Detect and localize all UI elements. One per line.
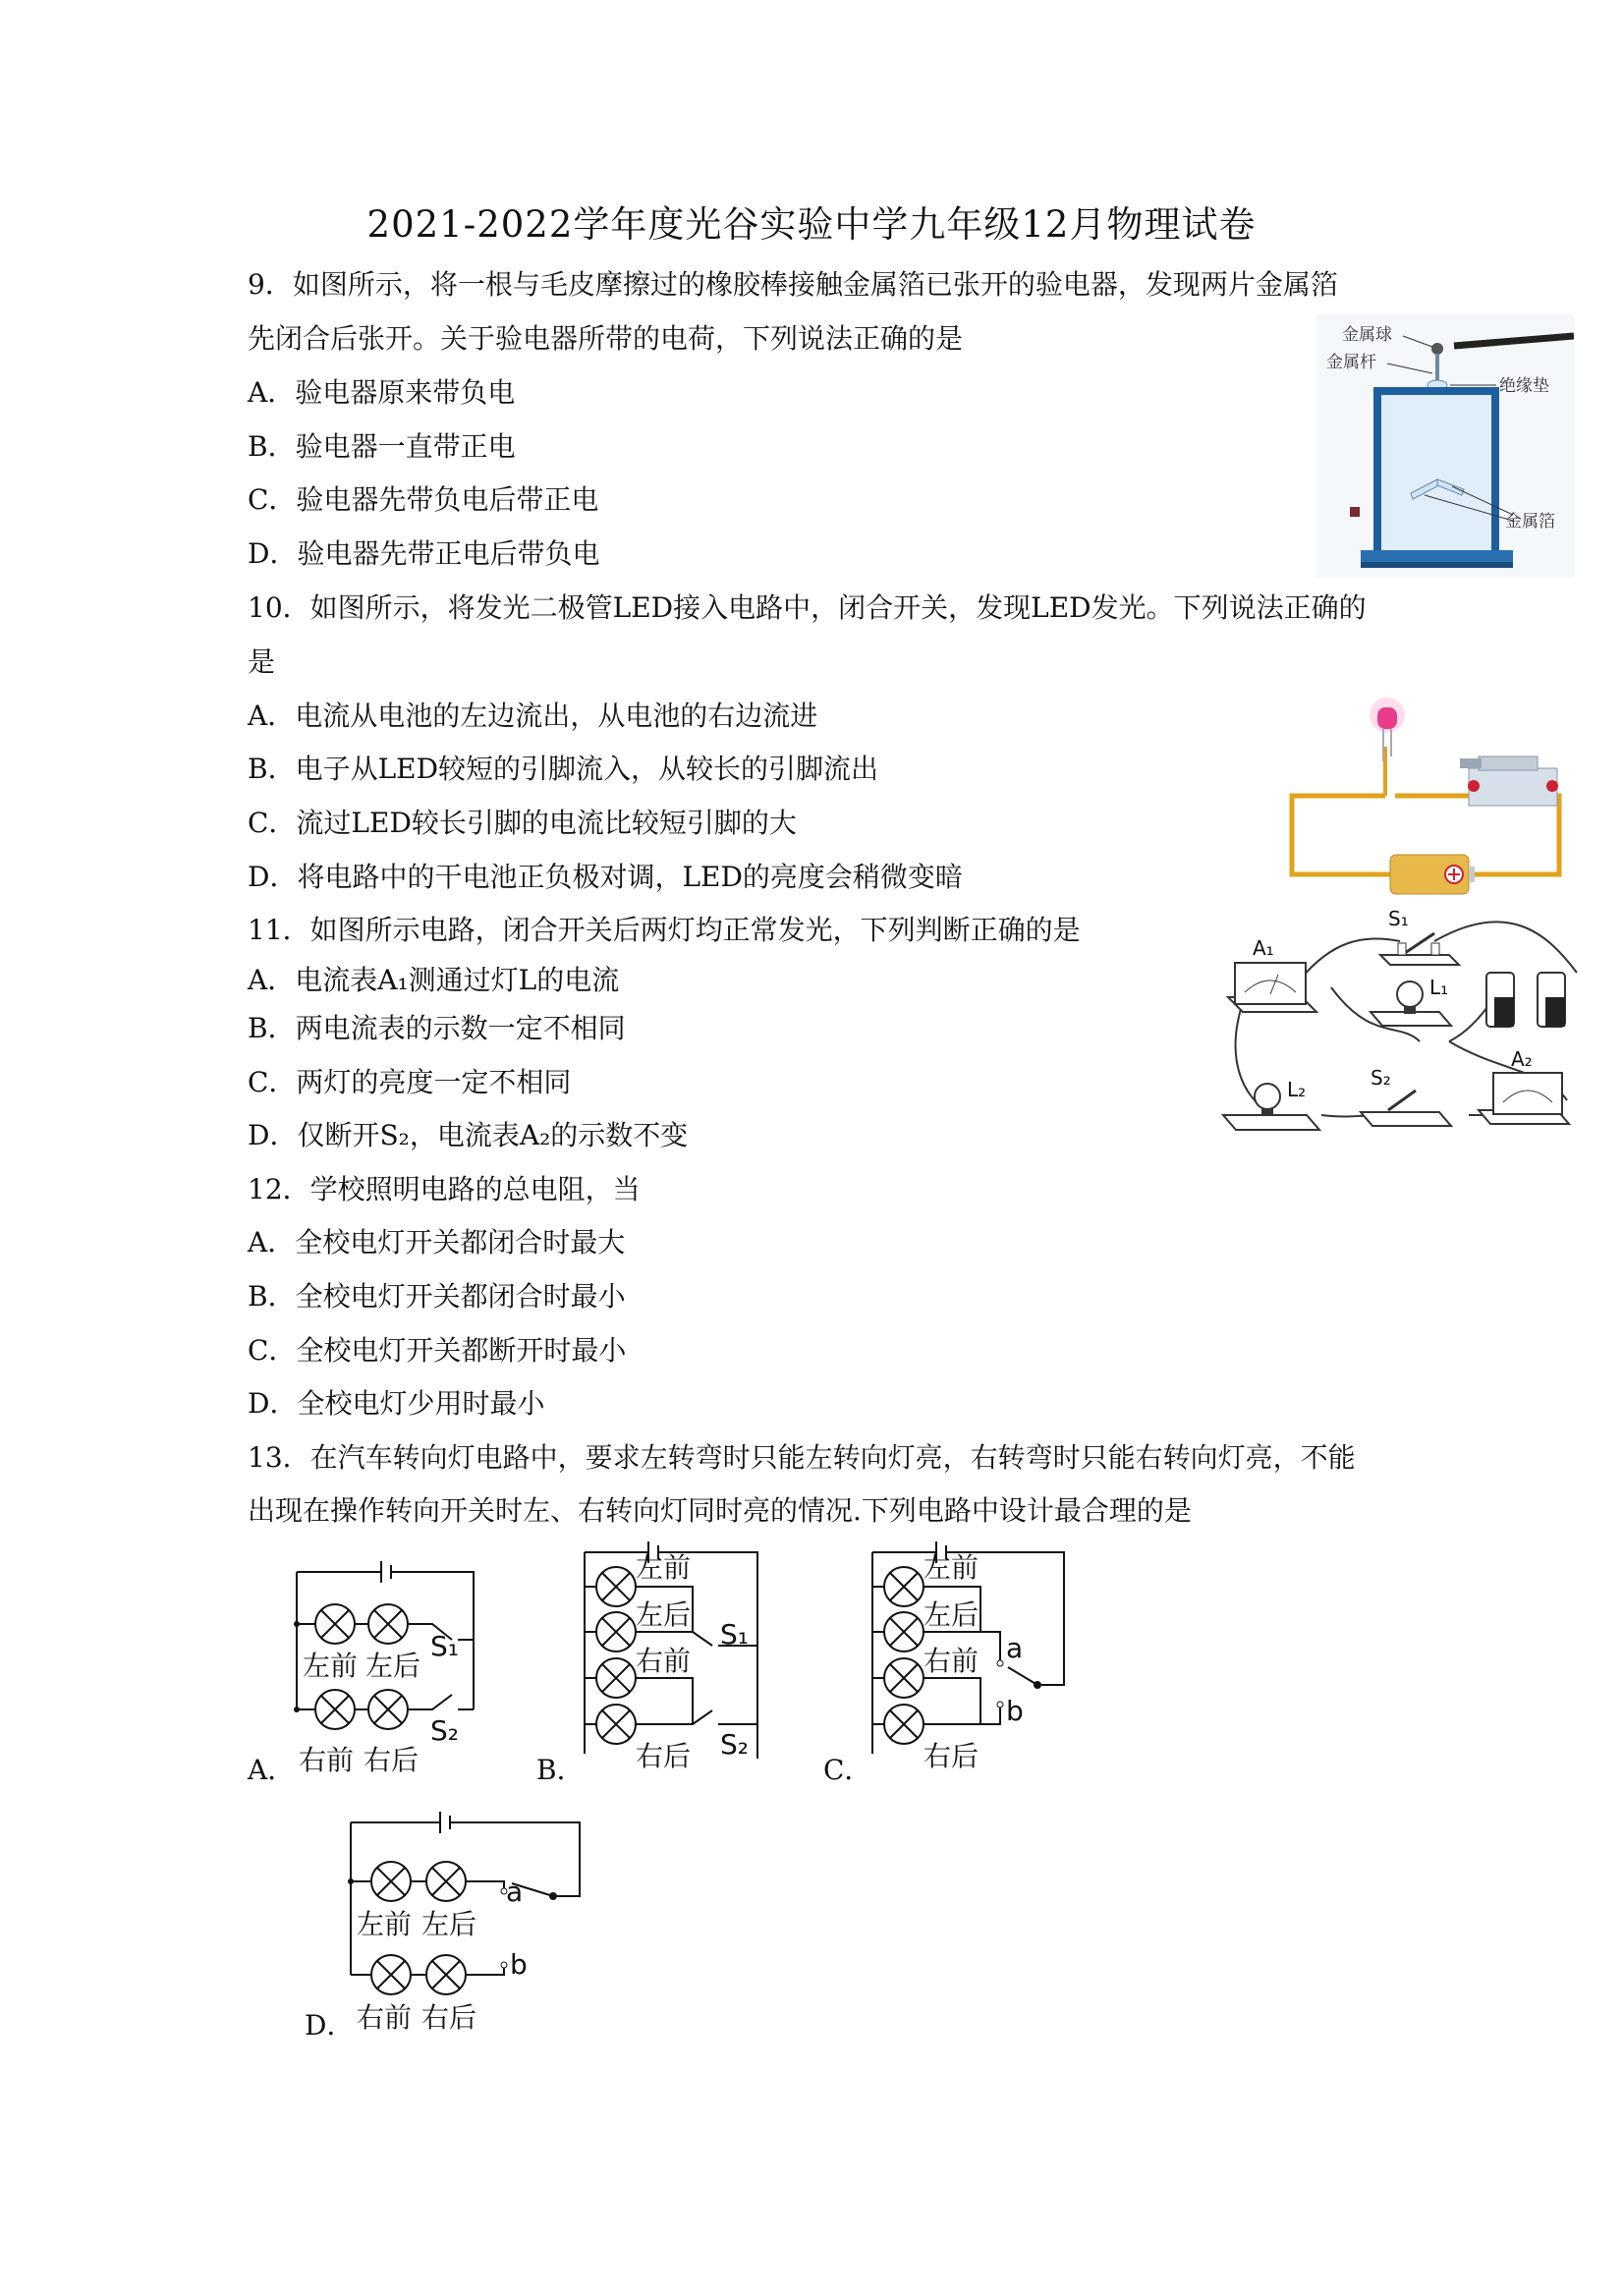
label-contact-a: a [1006,1632,1024,1664]
electroscope-figure [1316,314,1574,578]
label-left-rear: 左后 [636,1598,692,1631]
led-circuit-figure [1277,688,1572,909]
label-s2: S₂ [720,1728,749,1761]
q10-option-d: D．将电路中的干电池正负极对调，LED的亮度会稍微变暗 [248,861,963,893]
q12-stem: 12．学校照明电路的总电阻，当 [248,1173,641,1205]
label-right-front: 右前 [299,1744,355,1776]
q11-option-a: A．电流表A₁测通过灯L的电流 [248,964,620,996]
circuit-d [339,1793,594,2044]
label-right-rear: 右后 [923,1740,979,1772]
q10-stem-line-2: 是 [248,645,276,678]
q13-option-a-label: A． [248,1754,296,1786]
ammeter-a2-icon [1479,1073,1569,1124]
label-left-front: 左前 [923,1551,979,1584]
circuit-b [575,1538,781,1783]
q11-option-b: B．两电流表的示数一定不相同 [248,1012,626,1044]
q9-option-d: D．验电器先带正电后带负电 [248,537,600,570]
label-contact-b: b [1006,1695,1024,1727]
q12-option-c: C．全校电灯开关都断开时最小 [248,1334,627,1367]
battery-pair-icon [1486,973,1565,1027]
q13-stem-line-2: 出现在操作转向开关时左、右转向灯同时亮的情况.下列电路中设计最合理的是 [248,1494,1192,1527]
q13-option-c-label: C． [823,1754,872,1786]
label-left-rear: 左后 [923,1598,979,1631]
ammeter-circuit-figure [1213,904,1587,1159]
label-s2: S₂ [1371,1066,1391,1090]
label-l2: L₂ [1287,1078,1307,1101]
label-metal-foil: 金属箔 [1505,512,1555,532]
label-contact-b: b [510,1948,528,1981]
label-left-front: 左前 [303,1650,359,1682]
label-metal-rod: 金属杆 [1326,353,1376,372]
q9-option-c: C．验电器先带负电后带正电 [248,483,599,516]
label-right-rear: 右后 [421,2001,477,2034]
circuit-c [863,1538,1069,1783]
q11-option-c: C．两灯的亮度一定不相同 [248,1066,572,1098]
label-s1: S₁ [430,1630,459,1662]
label-right-rear: 右后 [364,1744,420,1776]
q11-option-d: D．仅断开S₂，电流表A₂的示数不变 [248,1119,689,1151]
q12-option-b: B．全校电灯开关都闭合时最小 [248,1280,626,1313]
label-metal-ball: 金属球 [1342,325,1392,345]
label-a2: A₂ [1511,1047,1533,1071]
label-left-front: 左前 [357,1908,413,1940]
label-a1: A₁ [1253,936,1274,960]
q9-stem-line-2: 先闭合后张开。关于验电器所带的电荷，下列说法正确的是 [248,322,964,355]
switch-s2-icon [1361,1091,1451,1126]
page-title: 2021-2022学年度光谷实验中学九年级12月物理试卷 [366,203,1257,246]
q10-option-b: B．电子从LED较短的引脚流入，从较长的引脚流出 [248,753,879,785]
label-s1: S₁ [1388,907,1409,930]
metal-ball-icon [1431,343,1443,355]
circuit-a [285,1538,491,1783]
q10-option-a: A．电流从电池的左边流出，从电池的右边流进 [248,700,818,732]
label-s1: S₁ [720,1618,749,1651]
q12-option-a: A．全校电灯开关都闭合时最大 [248,1226,626,1259]
label-right-front: 右前 [923,1645,979,1677]
label-left-rear: 左后 [421,1908,477,1940]
q13-option-b-label: B． [536,1754,585,1786]
q11-stem: 11．如图所示电路，闭合开关后两灯均正常发光，下列判断正确的是 [248,914,1081,946]
lamp-icon [596,1567,636,1744]
q10-stem-line-1: 10．如图所示，将发光二极管LED接入电路中，闭合开关，发现LED发光。下列说法正确的 [248,591,1367,624]
label-right-front: 右前 [636,1645,692,1677]
label-right-front: 右前 [357,2001,413,2034]
label-s2: S₂ [430,1714,459,1747]
lamp-icon [884,1567,923,1744]
switch-s1-icon [1380,933,1459,965]
label-insulating-pad: 绝缘垫 [1499,376,1549,396]
label-right-rear: 右后 [636,1740,692,1772]
label-left-rear: 左后 [365,1650,421,1682]
label-l1: L₁ [1429,976,1449,999]
q10-option-c: C．流过LED较长引脚的电流比较短引脚的大 [248,807,797,839]
q13-option-d-label: D． [305,2009,355,2042]
q9-stem-line-1: 9．如图所示，将一根与毛皮摩擦过的橡胶棒接触金属箔已张开的验电器，发现两片金属箔 [248,268,1338,301]
knife-switch-icon [1460,756,1558,806]
ammeter-a1-icon [1228,963,1316,1012]
q9-option-b: B．验电器一直带正电 [248,430,516,463]
q9-option-a: A．验电器原来带负电 [248,376,516,409]
label-contact-a: a [506,1876,524,1908]
q13-stem-line-1: 13．在汽车转向灯电路中，要求左转弯时只能左转向灯亮，右转弯时只能右转向灯亮，不能 [248,1441,1356,1474]
q12-option-d: D．全校电灯少用时最小 [248,1387,545,1420]
label-left-front: 左前 [636,1551,692,1584]
battery-icon [1390,855,1475,894]
